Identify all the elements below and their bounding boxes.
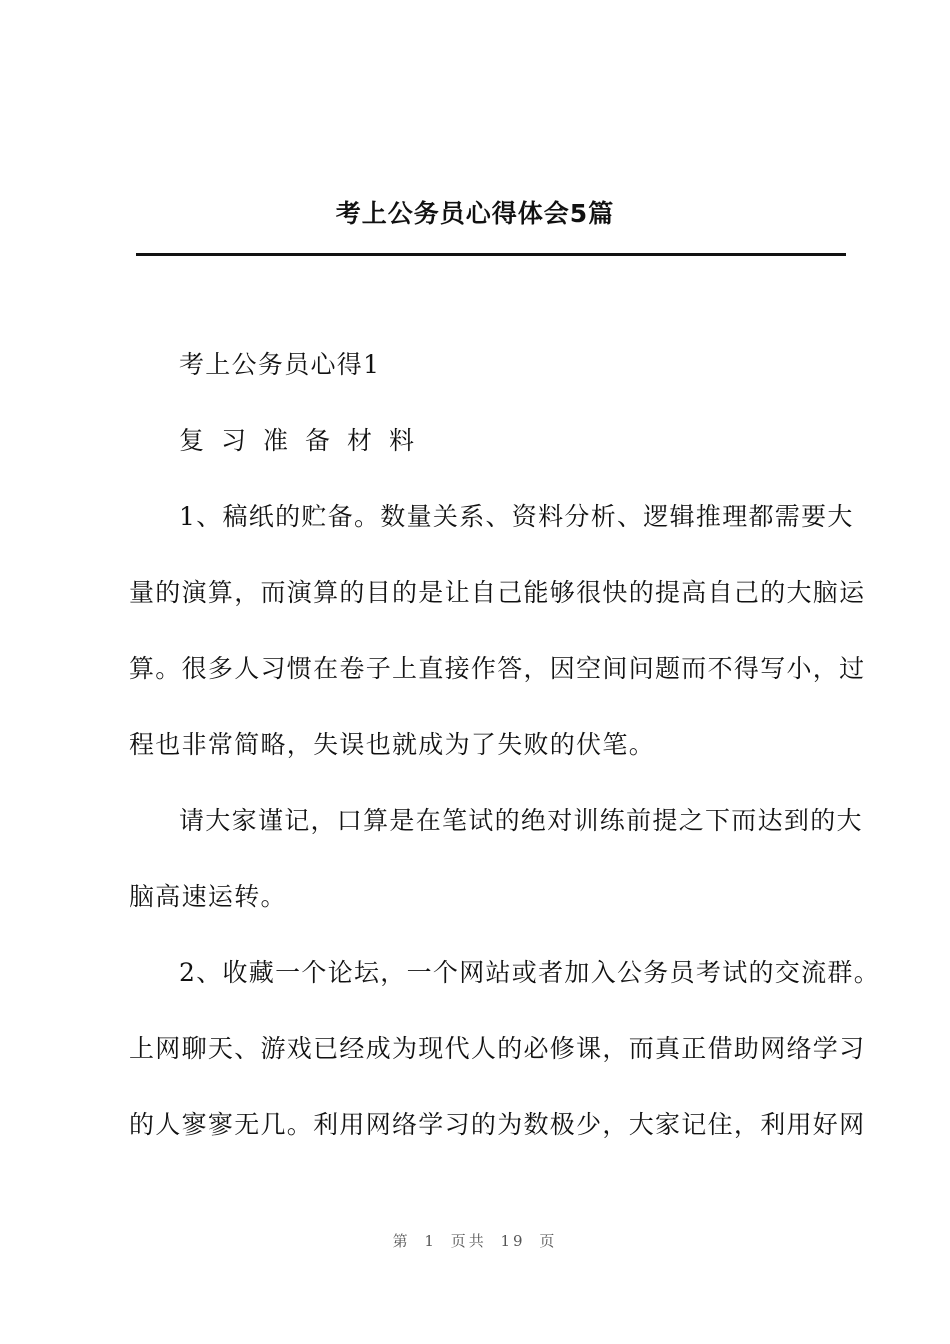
paragraph-2-line-2: 脑高速运转。 <box>129 882 287 911</box>
paragraph-3-line-2: 上网聊天、游戏已经成为现代人的必修课，而真正借助网络学习 <box>129 1034 866 1063</box>
title-divider <box>136 253 846 256</box>
section-heading: 考上公务员心得1 <box>179 350 381 379</box>
paragraph-1-line-1: 1、稿纸的贮备。数量关系、资料分析、逻辑推理都需要大 <box>179 502 854 531</box>
document-body <box>129 346 881 1144</box>
paragraph-1-line-4: 程也非常简略，失误也就成为了失败的伏笔。 <box>129 730 656 759</box>
page-number-footer: 第 1 页共 19 页 <box>392 1232 558 1250</box>
paragraph-1-line-3: 算。很多人习惯在卷子上直接作答，因空间问题而不得写小，过 <box>129 654 866 683</box>
document-title: 考上公务员心得体会5篇 <box>335 199 615 228</box>
subsection-heading: 复习准备材料 <box>179 426 432 455</box>
paragraph-1-line-2: 量的演算，而演算的目的是让自己能够很快的提高自己的大脑运 <box>129 578 866 607</box>
paragraph-3-line-3: 的人寥寥无几。利用网络学习的为数极少，大家记住，利用好网 <box>129 1110 866 1139</box>
paragraph-3-line-1: 2、收藏一个论坛，一个网站或者加入公务员考试的交流群。 <box>179 958 881 987</box>
paragraph-2-line-1: 请大家谨记，口算是在笔试的绝对训练前提之下而达到的大 <box>179 806 863 835</box>
